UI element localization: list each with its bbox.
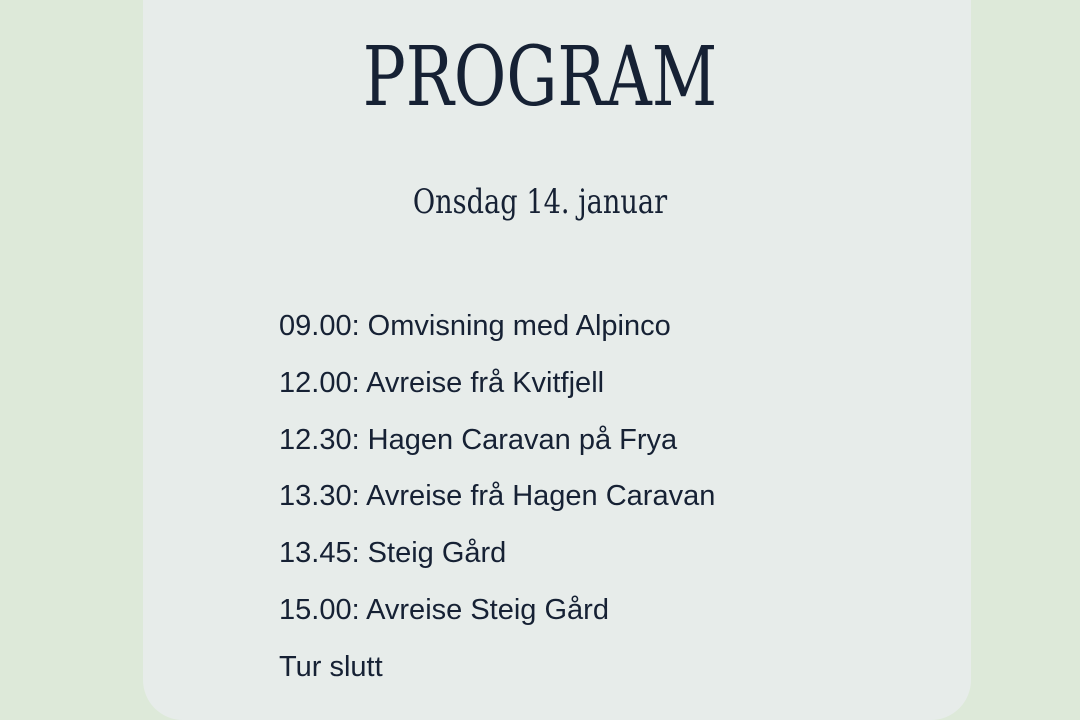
schedule-item: 15.00: Avreise Steig Gård — [279, 593, 609, 626]
schedule-item: 12.30: Hagen Caravan på Frya — [279, 423, 678, 456]
page-title: PROGRAM — [362, 30, 718, 125]
schedule-item: 13.30: Avreise frå Hagen Caravan — [279, 480, 716, 513]
schedule-item: 12.00: Avreise frå Kvitfjell — [279, 366, 605, 399]
schedule-item: Tur slutt — [279, 650, 383, 683]
event-date: Onsdag 14. januar — [412, 182, 668, 222]
schedule-item: 13.45: Steig Gård — [279, 537, 507, 570]
schedule-list — [279, 298, 715, 696]
schedule-item: 09.00: Omvisning med Alpinco — [279, 310, 671, 342]
